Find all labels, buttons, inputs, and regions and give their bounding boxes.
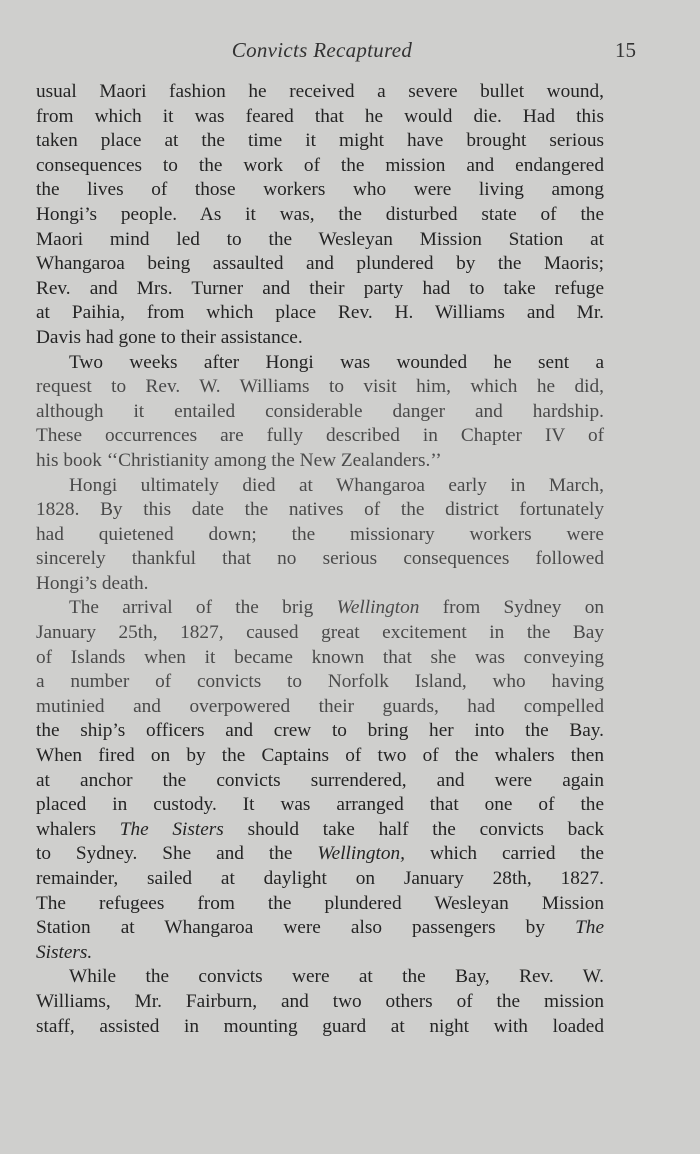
text-line — [36, 596, 604, 621]
text-line: his book ‘‘Christianity among the New Zealanders.’’ — [36, 449, 442, 471]
text-line: Williams, Mr. Fairburn, and two others of the mission — [36, 990, 604, 1012]
page-number: 15 — [615, 38, 636, 62]
text-line: usual Maori fashion he received a severe bullet wound, — [36, 81, 604, 102]
text-line: Maori mind led to the Wesleyan Mission Station at — [36, 228, 604, 250]
text-line: sincerely thankful that no serious consequences followed — [36, 548, 604, 570]
text-line: Hongi ultimately died at Whangaroa early in March, — [69, 474, 604, 496]
ship-name: The — [575, 917, 604, 939]
text-line — [36, 818, 604, 843]
body-text — [36, 80, 604, 1039]
text-line: The refugees from the plundered Wesleyan Mission — [36, 892, 604, 914]
text-line: 1828. By this date the natives of the district fortunately — [36, 499, 604, 521]
running-head — [36, 38, 636, 70]
text-line: Rev. and Mrs. Turner and their party had to take refuge — [36, 277, 604, 299]
ship-name: Wellington — [336, 597, 420, 619]
text-line: although it entailed considerable danger and hardship. — [36, 400, 604, 422]
text-line: While the convicts were at the Bay, Rev. W. — [69, 966, 604, 988]
text-line: Whangaroa being assaulted and plundered by the Maoris; — [36, 253, 604, 275]
text-line: Davis had gone to their assistance. — [36, 326, 303, 348]
text-line: a number of convicts to Norfolk Island, who having — [36, 671, 604, 693]
text-line: When fired on by the Captains of two of the whalers then — [36, 745, 604, 767]
text-line — [36, 941, 604, 966]
running-title: Convicts Recaptured — [231, 38, 413, 62]
text-line: Two weeks after Hongi was wounded he sent a — [69, 351, 604, 373]
text-line: at Paihia, from which place Rev. H. Williams and Mr. — [36, 302, 604, 324]
text-line: placed in custody. It was arranged that one of the — [36, 794, 604, 816]
text-line: staff, assisted in mounting guard at night with loaded — [36, 1015, 604, 1037]
text-line: mutinied and overpowered their guards, had compelled — [36, 695, 604, 717]
text-fragment: whalers — [36, 818, 96, 840]
text-line — [36, 842, 604, 867]
text-line: consequences to the work of the mission and endangered — [36, 154, 604, 176]
text-line: January 25th, 1827, caused great excitement in the Bay — [36, 622, 604, 644]
text-line: of Islands when it became known that she was conveying — [36, 646, 604, 668]
text-line: from which it was feared that he would die. Had this — [36, 105, 604, 127]
ship-name: Sisters. — [36, 941, 93, 963]
text-line: request to Rev. W. Williams to visit him, which he did, — [36, 376, 604, 398]
ship-name: The Sisters — [119, 818, 224, 840]
text-line: Hongi’s people. As it was, the disturbed state of the — [36, 203, 604, 225]
text-fragment: should take half the convicts back — [247, 818, 604, 840]
text-line: These occurrences are fully described in Chapter IV of — [36, 425, 604, 447]
text-fragment: which carried the — [429, 843, 604, 865]
text-line: the ship’s officers and crew to bring her into the Bay. — [36, 720, 604, 742]
text-fragment: The arrival of the brig — [69, 597, 314, 619]
text-line: had quietened down; the missionary workers were — [36, 523, 604, 545]
text-line — [36, 916, 604, 941]
text-line: taken place at the time it might have brought serious — [36, 130, 604, 152]
text-line: Hongi’s death. — [36, 572, 149, 594]
ship-name: Wellington, — [317, 843, 406, 865]
text-line: remainder, sailed at daylight on January 28th, 1827. — [36, 868, 604, 889]
text-line: the lives of those workers who were living among — [36, 179, 604, 201]
text-fragment: to Sydney. She and the — [36, 843, 293, 865]
text-fragment: Station at Whangaroa were also passengers by — [36, 917, 545, 939]
text-fragment: from Sydney on — [442, 597, 604, 619]
text-line: at anchor the convicts surrendered, and were again — [36, 769, 604, 791]
